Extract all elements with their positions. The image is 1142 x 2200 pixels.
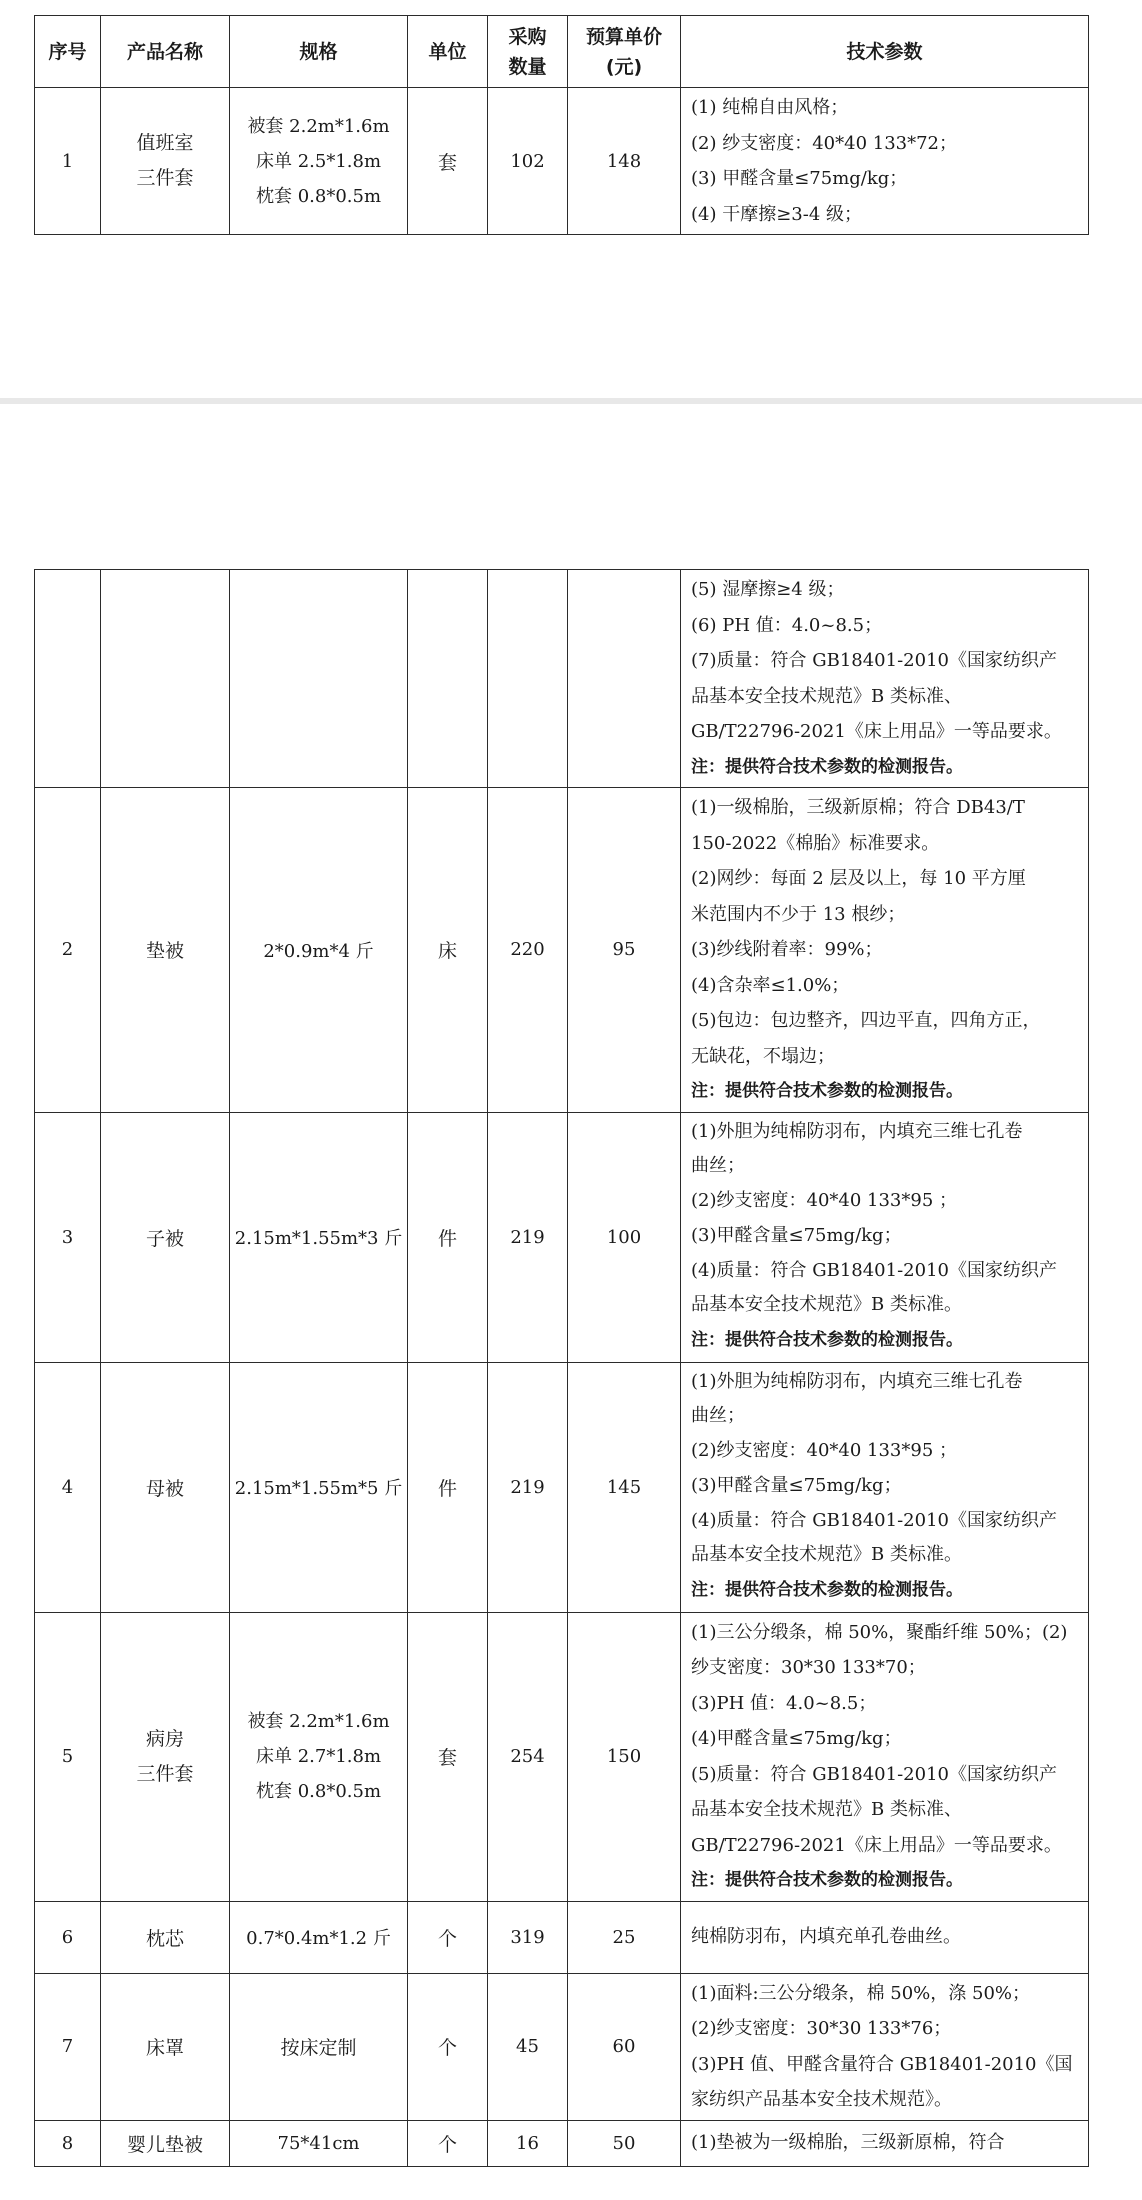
cell-params	[681, 788, 1089, 1113]
cell-qty	[488, 570, 568, 788]
cell-name	[101, 570, 230, 788]
param-note: 注：提供符合技术参数的检测报告。	[691, 756, 963, 777]
table-row	[35, 1612, 1089, 1901]
cell-unit: 床	[408, 788, 488, 1113]
param-line: GB/T22796-2021《床上用品》一等品要求。	[691, 1834, 1062, 1856]
param-line: 无缺花，不塌边；	[691, 1045, 835, 1067]
procurement-table-page-2	[34, 569, 1089, 2167]
cell-name: 垫被	[101, 788, 230, 1113]
param-note: 注：提供符合技术参数的检测报告。	[691, 1580, 963, 1601]
cell-qty: 219	[488, 1362, 568, 1612]
cell-name: 床罩	[101, 1973, 230, 2120]
param-line: 品基本安全技术规范》B 类标准。	[691, 1294, 962, 1316]
cell-price: 60	[568, 1973, 681, 2120]
param-line: (3)甲醛含量≤75mg/kg；	[691, 1224, 902, 1246]
cell-spec	[230, 1612, 408, 1901]
cell-qty: 220	[488, 788, 568, 1113]
param-line: (2)纱支密度：40*40 133*95 ；	[691, 1440, 958, 1462]
param-line: (5) 湿摩擦≥4 级；	[691, 579, 845, 600]
cell-params	[681, 1973, 1089, 2120]
param-line: (6) PH 值：4.0~8.5；	[691, 614, 883, 636]
param-line: (1)外胆为纯棉防羽布，内填充三维七孔卷	[691, 1370, 1023, 1392]
cell-spec: 2*0.9m*4 斤	[230, 788, 408, 1113]
param-line: 品基本安全技术规范》B 类标准。	[691, 1544, 962, 1566]
cell-qty: 319	[488, 1901, 568, 1973]
cell-price: 100	[568, 1112, 681, 1362]
header-name: 产品名称	[101, 16, 230, 88]
param-line: (1)外胆为纯棉防羽布，内填充三维七孔卷	[691, 1120, 1023, 1142]
cell-spec-line: 被套 2.2m*1.6m	[247, 115, 390, 137]
cell-spec	[230, 570, 408, 788]
cell-price	[568, 570, 681, 788]
header-price	[568, 16, 681, 88]
cell-name: 母被	[101, 1362, 230, 1612]
document-page-1	[0, 0, 1142, 398]
param-line: (4)甲醛含量≤75mg/kg；	[691, 1728, 902, 1749]
param-line: (1)三公分缎条，棉 50%，聚酯纤维 50%；(2)	[691, 1621, 1068, 1643]
cell-spec-line: 被套 2.2m*1.6m	[247, 1711, 390, 1732]
cell-params	[681, 1612, 1089, 1901]
cell-name-line: 三件套	[136, 167, 194, 189]
table-row	[35, 788, 1089, 1113]
param-line: (4)质量：符合 GB18401-2010《国家纺织产	[691, 1259, 1057, 1281]
table-row	[35, 2120, 1089, 2166]
cell-name-line: 病房	[145, 1727, 184, 1750]
param-line: 米范围内不少于 13 根纱；	[691, 903, 906, 925]
header-price-line2: (元)	[605, 55, 643, 78]
cell-spec-line: 床单 2.7*1.8m	[255, 1746, 382, 1767]
cell-no: 7	[35, 1973, 101, 2120]
param-line: 纯棉防羽布，内填充单孔卷曲丝。	[691, 1926, 961, 1948]
param-line: (5)质量：符合 GB18401-2010《国家纺织产	[691, 1763, 1057, 1785]
cell-no: 4	[35, 1362, 101, 1612]
param-line: (1)面料:三公分缎条，棉 50%，涤 50%；	[691, 1982, 1031, 2004]
header-qty	[488, 16, 568, 88]
cell-unit: 个	[408, 1901, 488, 1973]
cell-name	[101, 1612, 230, 1901]
param-line: (5)包边：包边整齐，四边平直，四角方正，	[691, 1010, 1041, 1031]
param-line: 150-2022《棉胎》标准要求。	[691, 832, 940, 854]
param-line: GB/T22796-2021《床上用品》一等品要求。	[691, 721, 1062, 742]
param-line: (4) 干摩擦≥3-4 级；	[691, 203, 863, 225]
procurement-table-page-1	[34, 15, 1089, 235]
header-unit: 单位	[408, 16, 488, 88]
param-line: (1) 纯棉自由风格；	[691, 97, 849, 118]
param-line: (4)质量：符合 GB18401-2010《国家纺织产	[691, 1509, 1057, 1531]
cell-name: 婴儿垫被	[101, 2120, 230, 2166]
param-line: (2)纱支密度：30*30 133*76；	[691, 2018, 952, 2039]
param-line: (3)甲醛含量≤75mg/kg；	[691, 1474, 902, 1496]
header-params: 技术参数	[681, 16, 1089, 88]
cell-params	[681, 1362, 1089, 1612]
cell-price: 150	[568, 1612, 681, 1901]
cell-price: 25	[568, 1901, 681, 1973]
param-line: 纱支密度：30*30 133*70；	[691, 1657, 926, 1678]
cell-spec: 2.15m*1.55m*5 斤	[230, 1362, 408, 1612]
param-line: (3)纱线附着率：99%；	[691, 939, 883, 960]
cell-name: 枕芯	[101, 1901, 230, 1973]
header-qty-line1: 采购	[508, 25, 547, 48]
cell-no: 6	[35, 1901, 101, 1973]
cell-no: 8	[35, 2120, 101, 2166]
cell-name	[101, 88, 230, 235]
cell-no: 5	[35, 1612, 101, 1901]
cell-unit: 件	[408, 1112, 488, 1362]
param-note: 注：提供符合技术参数的检测报告。	[691, 1870, 963, 1890]
cell-qty: 102	[488, 88, 568, 235]
param-line: (4)含杂率≤1.0%；	[691, 974, 850, 996]
cell-unit: 套	[408, 88, 488, 235]
cell-params	[681, 2120, 1089, 2166]
cell-qty: 45	[488, 1973, 568, 2120]
table-row	[35, 1901, 1089, 1973]
param-line: 家纺织产品基本安全技术规范》。	[691, 2089, 952, 2110]
cell-no: 2	[35, 788, 101, 1113]
cell-name-line: 三件套	[136, 1762, 194, 1785]
param-line: (3)PH 值：4.0~8.5；	[691, 1692, 877, 1714]
cell-price: 145	[568, 1362, 681, 1612]
param-note: 注：提供符合技术参数的检测报告。	[691, 1081, 963, 1101]
param-line: 品基本安全技术规范》B 类标准、	[691, 1799, 962, 1820]
cell-no: 1	[35, 88, 101, 235]
cell-unit: 件	[408, 1362, 488, 1612]
cell-unit: 个	[408, 1973, 488, 2120]
cell-spec: 0.7*0.4m*1.2 斤	[230, 1901, 408, 1973]
param-line: (1)垫被为一级棉胎，三级新原棉，符合	[691, 2132, 1005, 2154]
cell-params	[681, 88, 1089, 235]
header-no: 序号	[35, 16, 101, 88]
cell-name-line: 值班室	[136, 132, 194, 154]
table-row	[35, 1112, 1089, 1362]
cell-spec-line: 枕套 0.8*0.5m	[255, 1781, 382, 1802]
cell-price: 148	[568, 88, 681, 235]
param-line: (2)纱支密度：40*40 133*95 ；	[691, 1190, 958, 1212]
cell-qty: 254	[488, 1612, 568, 1901]
table-row-continuation	[35, 570, 1089, 788]
cell-spec: 75*41cm	[230, 2120, 408, 2166]
cell-spec-line: 枕套 0.8*0.5m	[255, 185, 382, 207]
header-price-line1: 预算单价	[585, 25, 662, 48]
param-line: 品基本安全技术规范》B 类标准、	[691, 685, 962, 707]
cell-unit	[408, 570, 488, 788]
param-line: (2) 纱支密度：40*40 133*72；	[691, 132, 958, 154]
cell-spec: 按床定制	[230, 1973, 408, 2120]
cell-name: 子被	[101, 1112, 230, 1362]
document-page-2	[0, 404, 1142, 2200]
param-line: (7)质量：符合 GB18401-2010《国家纺织产	[691, 650, 1057, 671]
cell-params	[681, 1112, 1089, 1362]
header-qty-line2: 数量	[508, 55, 547, 78]
cell-unit: 套	[408, 1612, 488, 1901]
cell-price: 50	[568, 2120, 681, 2166]
cell-qty: 219	[488, 1112, 568, 1362]
cell-price: 95	[568, 788, 681, 1113]
param-note: 注：提供符合技术参数的检测报告。	[691, 1330, 963, 1351]
param-line: 曲丝；	[691, 1155, 745, 1177]
cell-no	[35, 570, 101, 788]
cell-spec-line: 床单 2.5*1.8m	[255, 150, 382, 172]
header-spec: 规格	[230, 16, 408, 88]
cell-unit: 个	[408, 2120, 488, 2166]
table-row	[35, 1973, 1089, 2120]
param-line: (1)一级棉胎，三级新原棉；符合 DB43/T	[691, 797, 1025, 818]
cell-params	[681, 570, 1089, 788]
table-header-row	[35, 16, 1089, 88]
cell-qty: 16	[488, 2120, 568, 2166]
param-line: (3) 甲醛含量≤75mg/kg；	[691, 168, 908, 189]
table-row	[35, 88, 1089, 235]
cell-spec	[230, 88, 408, 235]
cell-params	[681, 1901, 1089, 1973]
param-line: (3)PH 值、甲醛含量符合 GB18401-2010《国	[691, 2053, 1073, 2075]
cell-no: 3	[35, 1112, 101, 1362]
param-line: (2)网纱：每面 2 层及以上，每 10 平方厘	[691, 868, 1026, 889]
param-line: 曲丝；	[691, 1405, 745, 1427]
cell-spec: 2.15m*1.55m*3 斤	[230, 1112, 408, 1362]
table-row	[35, 1362, 1089, 1612]
